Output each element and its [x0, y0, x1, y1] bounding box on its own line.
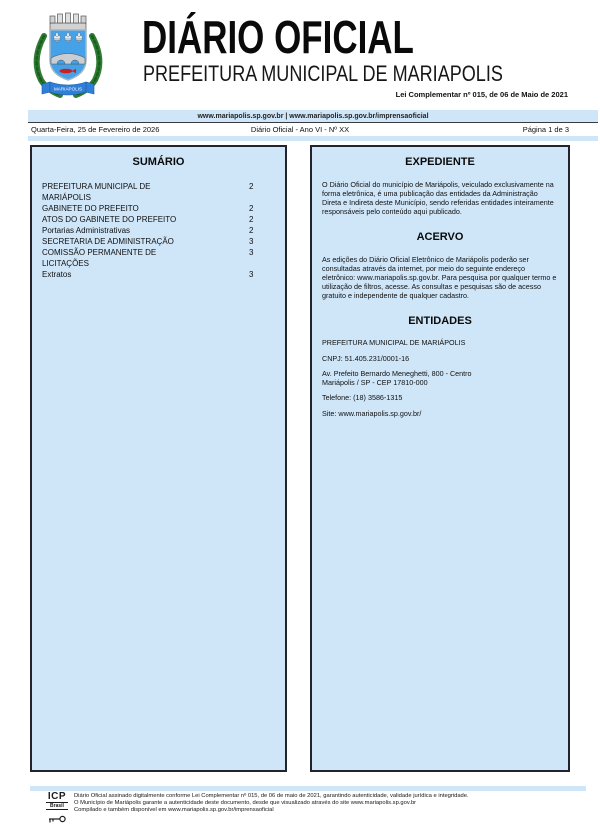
summary-item-label: ATOS DO GABINETE DO PREFEITO — [42, 215, 177, 224]
summary-item-page: 3 — [249, 237, 254, 246]
icp-logo-subtext: Brasil — [46, 802, 68, 810]
entity-address-line2: Mariápolis / SP - CEP 17810-000 — [322, 377, 428, 387]
entity-phone: Telefone: (18) 3586-1315 — [322, 393, 403, 402]
footer-line-2: O Município de Mariápolis garante a autenticidade deste documento, desde que visualizado através do site www.mariapolis.sp.gov.br — [74, 800, 417, 807]
expediente-text: O Diário Oficial do município de Mariápolis, veiculado exclusivamente na forma eletrônica, é uma publicação das entidades da Administração Direta e Indireta deste Município, sendo referidas entidades inteiramente responsáveis pelo conteúdo aqui publicado. — [322, 180, 554, 216]
summary-item[interactable] — [42, 225, 275, 236]
expediente-title: EXPEDIENTE — [405, 156, 475, 168]
summary-item-page: 3 — [249, 270, 254, 279]
entidades-title: ENTIDADES — [408, 315, 472, 327]
footer-legal-text — [74, 793, 579, 815]
summary-list — [32, 181, 285, 280]
summary-item[interactable] — [42, 269, 275, 280]
summary-title: SUMÁRIO — [132, 156, 185, 168]
entity-cnpj: CNPJ: 51.405.231/0001-16 — [322, 353, 410, 363]
fleur-de-lis-group — [54, 33, 83, 44]
summary-item[interactable] — [42, 203, 275, 214]
icp-logo-text: ICP — [47, 791, 67, 802]
summary-item-page: 3 — [249, 248, 254, 257]
entity-address-line1: Av. Prefeito Bernardo Meneghetti, 800 - Centro — [322, 369, 472, 378]
summary-item-page: 2 — [249, 204, 254, 213]
entity-site-link[interactable]: Site: www.mariapolis.sp.gov.br/ — [322, 408, 422, 418]
summary-item-label: SECRETARIA DE ADMINISTRAÇÃO — [42, 237, 174, 246]
icp-brasil-logo — [43, 793, 71, 825]
mural-crown — [50, 13, 86, 30]
footer-divider-bar — [30, 786, 586, 791]
summary-box — [30, 145, 287, 772]
url-bar-link[interactable]: www.mariapolis.sp.gov.br | www.mariapolis.sp.gov.br/imprensaoficial — [197, 112, 429, 120]
footer-line-3: Compilado e também disponível em www.mariapolis.sp.gov.br/imprensaoficial — [74, 807, 274, 814]
page-subtitle: PREFEITURA MUNICIPAL DE MARIAPOLIS — [143, 61, 503, 86]
summary-item-label: GABINETE DO PREFEITO — [42, 204, 139, 213]
summary-item-page: 2 — [249, 182, 254, 191]
url-bar[interactable] — [28, 110, 598, 123]
key-icon — [47, 815, 67, 824]
footer-line-1: Diário Oficial assinado digitalmente conforme Lei Complementar nº 015, de 06 de maio de 2021, garantindo autenticidade, validade jurídica e integridade. — [74, 793, 469, 799]
entity-block — [322, 339, 558, 418]
summary-item-page: 2 — [249, 226, 254, 235]
edition-date: Quarta-Feira, 25 de Fevereiro de 2026 — [31, 124, 160, 134]
summary-item-label: COMISSÃO PERMANENTE DE LICITAÇÕES — [42, 248, 157, 268]
summary-item[interactable] — [42, 181, 275, 203]
summary-item-label: Portarias Administrativas — [42, 226, 131, 235]
summary-item-label: Extratos — [42, 270, 72, 279]
expediente-box — [310, 145, 570, 772]
summary-item-label: PREFEITURA MUNICIPAL DE MARIÁPOLIS — [42, 182, 151, 202]
coat-of-arms-logo — [28, 8, 108, 102]
edition-info-row — [28, 123, 598, 135]
summary-item-page: 2 — [249, 215, 254, 224]
summary-item[interactable] — [42, 214, 275, 225]
summary-item[interactable] — [42, 236, 275, 247]
law-reference: Lei Complementar nº 015, de 06 de Maio de 2021 — [395, 90, 568, 99]
acervo-text: As edições do Diário Oficial Eletrônico de Mariápolis poderão ser consultadas através da internet, por meio do seguinte endereço eletrônico: www.mariapolis.sp.gov.br. Para pesquisa por qualquer termo e utilização de filtros, acesse. As consultas e pesquisas são de acesso gratuito e independente de qualquer cadastro. — [322, 255, 557, 300]
summary-item[interactable] — [42, 247, 275, 269]
logo-motto: MARIÁPOLIS — [53, 86, 83, 92]
edition-label: Diário Oficial - Ano VI - Nº XX — [250, 124, 350, 134]
page-title: DIÁRIO OFICIAL — [142, 11, 414, 63]
page-indicator: Página 1 de 3 — [522, 124, 569, 134]
acervo-title: ACERVO — [416, 231, 464, 243]
header-divider-bar — [28, 136, 598, 141]
entity-name: PREFEITURA MUNICIPAL DE MARIÁPOLIS — [322, 338, 466, 347]
